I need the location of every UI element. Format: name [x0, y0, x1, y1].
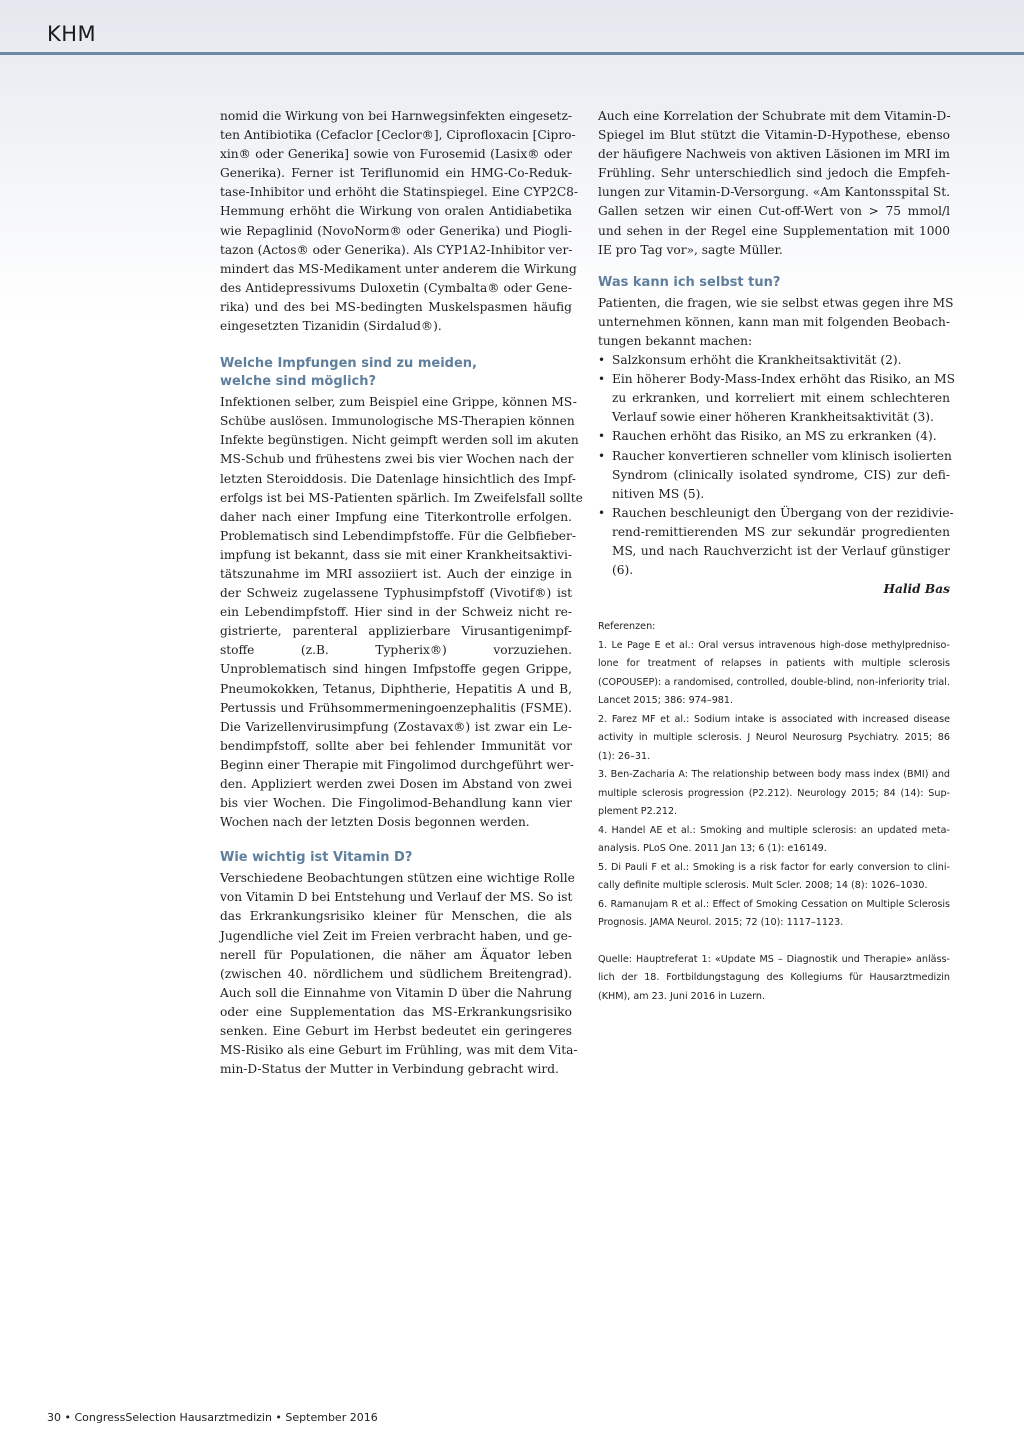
- reference-line: 5. Di Pauli F et al.: Smoking is a risk factor for early conversion to clini-: [598, 861, 950, 873]
- text-line: Rauchen erhöht das Risiko, an MS zu erkranken (4).: [612, 429, 937, 444]
- list-item: [598, 427, 950, 446]
- reference-line: 2. Farez MF et al.: Sodium intake is associated with increased disease: [598, 713, 950, 725]
- text-line: senken. Eine Geburt im Herbst bedeutet ein geringeres: [220, 1024, 572, 1039]
- reference-line: 4. Handel AE et al.: Smoking and multiple sclerosis: an updated meta-: [598, 824, 950, 836]
- text-line: rika) und des bei MS-bedingten Muskelspasmen häufig: [220, 299, 572, 314]
- intro-paragraph: [220, 107, 579, 336]
- text-line: impfung ist bekannt, dass sie mit einer Krankheitsaktivi-: [220, 547, 572, 562]
- reference-line: 6. Ramanujam R et al.: Effect of Smoking Cessation on Multiple Sclerosis: [598, 898, 950, 910]
- source-note: [598, 951, 950, 1007]
- text-line: Verlauf sowie einer höheren Krankheitsaktivität (3).: [612, 410, 934, 425]
- selfhelp-bullet-list: [598, 351, 955, 580]
- text-line: daher nach einer Impfung eine Titerkontrolle erfolgen.: [220, 509, 572, 524]
- text-line: Patienten, die fragen, wie sie selbst etwas gegen ihre MS: [598, 295, 954, 310]
- text-line: Wochen nach der letzten Dosis begonnen werden.: [220, 815, 530, 830]
- text-line: das Erkrankungsrisiko kleiner für Menschen, die als: [220, 909, 572, 924]
- text-line: Unproblematisch sind hingen Imfpstoffe gegen Grippe,: [220, 662, 572, 677]
- text-line: lungen zur Vitamin-D-Versorgung. «Am Kantonsspital St.: [598, 185, 951, 200]
- list-item: [598, 370, 955, 427]
- bullet-icon: •: [598, 505, 606, 520]
- vaccination-paragraph: [220, 393, 583, 832]
- text-line: Syndrom (clinically isolated syndrome, CIS) zur defi-: [612, 467, 950, 482]
- text-line: tase-Inhibitor und erhöht die Statinspiegel. Eine CYP2C8-: [220, 185, 579, 200]
- text-line: Auch eine Korrelation der Schubrate mit dem Vitamin-D-: [598, 109, 951, 123]
- right-column: [598, 107, 955, 1006]
- text-line: Jugendliche viel Zeit im Freien verbracht haben, und ge-: [220, 928, 572, 943]
- reference-item: [598, 859, 950, 896]
- reference-line: (COPOUSEP): a randomised, controlled, double-blind, non-inferiority trial.: [598, 676, 950, 688]
- reference-line: 1. Le Page E et al.: Oral versus intravenous high-dose methylpredniso-: [598, 639, 950, 651]
- reference-item: [598, 822, 950, 859]
- heading-line: welche sind möglich?: [220, 374, 377, 390]
- text-line: der Schweiz zugelassene Typhusimpfstoff (Vivotif®) ist: [220, 586, 572, 601]
- bullet-icon: •: [598, 372, 606, 387]
- text-line: und sehen in der Regel eine Supplementation mit 1000: [598, 223, 950, 238]
- text-line: (6).: [612, 563, 634, 578]
- text-line: Infektionen selber, zum Beispiel eine Grippe, können MS-: [220, 395, 577, 410]
- text-line: Spiegel im Blut stützt die Vitamin-D-Hypothese, ebenso: [598, 128, 950, 143]
- text-line: (zwischen 40. nördlichem und südlichem Breitengrad).: [220, 966, 572, 981]
- vitamin-d-paragraph: [220, 869, 578, 1079]
- text-line: zu erkranken, und korreliert mit einem schlechteren: [612, 391, 950, 406]
- text-line: stoffe (z.B. Typherix®) vorzuziehen.: [220, 643, 572, 658]
- text-line: nitiven MS (5).: [612, 486, 705, 501]
- text-line: Pertussis und Frühsommermeningoenzephalitis (FSME).: [220, 700, 572, 715]
- author-name: Halid Bas: [883, 582, 950, 597]
- references-label: Referenzen:: [598, 621, 656, 633]
- text-line: tazon (Actos® oder Generika). Als CYP1A2-Inhibitor ver-: [220, 242, 573, 257]
- text-line: tätszunahme im MRI assoziiert ist. Auch der einzige in: [220, 566, 572, 581]
- text-line: Ein höherer Body-Mass-Index erhöht das Risiko, an MS: [612, 372, 955, 387]
- vitamin-d-heading-text: Wie wichtig ist Vitamin D?: [220, 850, 413, 866]
- references-list: [598, 637, 950, 933]
- source-line: lich der 18. Fortbildungstagung des Kollegiums für Hausarztmedizin: [598, 972, 950, 984]
- text-line: Beginn einer Therapie mit Fingolimod durchgeführt wer-: [220, 757, 574, 772]
- text-line: Hemmung erhöht die Wirkung von oralen Antidiabetika: [220, 204, 572, 219]
- text-line: MS, und nach Rauchverzicht ist der Verlauf günstiger: [612, 543, 950, 558]
- text-line: Die Varizellenvirusimpfung (Zostavax®) ist zwar ein Le-: [220, 719, 572, 734]
- text-line: ein Lebendimpfstoff. Hier sind in der Schweiz nicht re-: [220, 605, 572, 620]
- text-line: tungen bekannt machen:: [598, 333, 753, 348]
- reference-line: cally definite multiple sclerosis. Mult Scler. 2008; 14 (8): 1026–1030.: [598, 880, 928, 892]
- text-line: Rauchen beschleunigt den Übergang von der rezidivie-: [612, 505, 954, 520]
- text-line: mindert das MS-Medikament unter anderem die Wirkung: [220, 261, 577, 276]
- selfhelp-heading-text: Was kann ich selbst tun?: [598, 274, 781, 290]
- text-line: eingesetzten Tizanidin (Sirdalud®).: [220, 319, 442, 334]
- references-section: [598, 618, 950, 933]
- text-line: Pneumokokken, Tetanus, Diphtherie, Hepatitis A und B,: [220, 681, 572, 696]
- reference-item: [598, 896, 950, 933]
- text-line: Auch soll die Einnahme von Vitamin D über die Nahrung: [220, 985, 572, 1000]
- heading-line: Welche Impfungen sind zu meiden,: [220, 356, 477, 372]
- text-line: Frühling. Sehr unterschiedlich sind jedoch die Empfeh-: [598, 166, 950, 181]
- text-line: Salzkonsum erhöht die Krankheitsaktivität (2).: [612, 353, 902, 368]
- text-line: unternehmen können, kann man mit folgenden Beobach-: [598, 314, 950, 329]
- source-line: (KHM), am 23. Juni 2016 in Luzern.: [598, 990, 766, 1002]
- text-line: Infekte begünstigen. Nicht geimpft werden soll im akuten: [220, 433, 579, 448]
- text-line: Gallen setzen wir einen Cut-off-Wert von > 75 mmol/l: [598, 204, 950, 219]
- bullet-icon: •: [598, 448, 606, 463]
- text-line: den. Appliziert werden zwei Dosen im Abstand von zwei: [220, 777, 572, 791]
- vaccination-heading: [220, 355, 572, 391]
- list-item: [598, 351, 950, 370]
- text-line: xin® oder Generika] sowie von Furosemid (Lasix® oder: [220, 147, 572, 162]
- journal-code: KHM: [47, 22, 97, 46]
- text-line: wie Repaglinid (NovoNorm® oder Generika) und Piogli-: [220, 223, 572, 238]
- vitamin-d-continued-paragraph: [598, 107, 950, 260]
- text-line: der häufigere Nachweis von aktiven Läsionen im MRI im: [598, 147, 950, 162]
- text-line: Verschiedene Beobachtungen stützen eine wichtige Rolle: [220, 871, 575, 886]
- text-line: nerell für Populationen, die näher am Äquator leben: [220, 947, 572, 962]
- list-item: [598, 504, 954, 580]
- text-line: bendimpfstoff, sollte aber bei fehlender Immunität vor: [220, 738, 572, 753]
- text-line: bis vier Wochen. Die Fingolimod-Behandlung kann vier: [220, 796, 572, 811]
- text-line: letzten Steroiddosis. Die Datenlage hinsichtlich des Impf-: [220, 471, 576, 486]
- reference-line: lone for treatment of relapses in patients with multiple sclerosis: [598, 658, 950, 670]
- left-column: [220, 107, 583, 1079]
- page-footer: 30 • CongressSelection Hausarztmedizin • September 2016: [47, 1411, 378, 1424]
- reference-line: (1): 26–31.: [598, 750, 651, 762]
- text-line: IE pro Tag vor», sagte Müller.: [598, 242, 783, 257]
- text-line: oder eine Supplementation das MS-Erkrankungsrisiko: [220, 1004, 572, 1019]
- reference-line: analysis. PLoS One. 2011 Jan 13; 6 (1): e16149.: [598, 843, 827, 855]
- reference-line: plement P2.212.: [598, 806, 678, 818]
- reference-item: [598, 637, 950, 711]
- bullet-icon: •: [598, 429, 606, 444]
- text-line: MS-Risiko als eine Geburt im Frühling, was mit dem Vita-: [220, 1043, 578, 1058]
- source-line: Quelle: Hauptreferat 1: «Update MS – Diagnostik und Therapie» anläss-: [598, 953, 950, 965]
- selfhelp-intro-paragraph: [598, 294, 954, 351]
- reference-line: Lancet 2015; 386: 974–981.: [598, 695, 734, 707]
- reference-line: Prognosis. JAMA Neurol. 2015; 72 (10): 1117–1123.: [598, 917, 844, 929]
- text-line: Generika). Ferner ist Teriflunomid ein HMG-Co-Reduk-: [220, 166, 572, 181]
- bullet-icon: •: [598, 353, 606, 368]
- reference-item: [598, 766, 950, 822]
- text-line: Raucher konvertieren schneller vom klinisch isolierten: [612, 448, 952, 463]
- text-line: gistrierte, parenteral applizierbare Virusantigenimpf-: [220, 624, 572, 639]
- reference-item: [598, 711, 950, 767]
- header-rule: [0, 52, 1024, 55]
- text-line: ten Antibiotika (Cefaclor [Ceclor®], Ciprofloxacin [Cipro-: [220, 128, 576, 143]
- text-line: min-D-Status der Mutter in Verbindung gebracht wird.: [220, 1062, 559, 1077]
- text-line: erfolgs ist bei MS-Patienten spärlich. Im Zweifelsfall sollte: [220, 490, 583, 505]
- reference-line: multiple sclerosis progression (P2.212). Neurology 2015; 84 (14): Sup-: [598, 787, 950, 799]
- text-line: nomid die Wirkung von bei Harnwegsinfekten eingesetz-: [220, 109, 572, 123]
- text-line: MS-Schub und frühestens zwei bis vier Wochen nach der: [220, 452, 574, 467]
- reference-line: activity in multiple sclerosis. J Neurol Neurosurg Psychiatry. 2015; 86: [598, 732, 950, 744]
- vitamin-d-heading: [220, 849, 572, 867]
- text-line: Schübe auslösen. Immunologische MS-Therapien können: [220, 414, 575, 429]
- text-line: Problematisch sind Lebendimpfstoffe. Für die Gelbfieber-: [220, 528, 576, 543]
- text-line: des Antidepressivums Duloxetin (Cymbalta® oder Gene-: [220, 280, 572, 295]
- text-line: von Vitamin D bei Entstehung und Verlauf der MS. So ist: [220, 890, 573, 905]
- text-line: rend-remittierenden MS zur sekundär progredienten: [612, 524, 950, 539]
- selfhelp-heading: [598, 274, 950, 292]
- reference-line: 3. Ben-Zacharia A: The relationship between body mass index (BMI) and: [598, 769, 950, 781]
- list-item: [598, 447, 950, 504]
